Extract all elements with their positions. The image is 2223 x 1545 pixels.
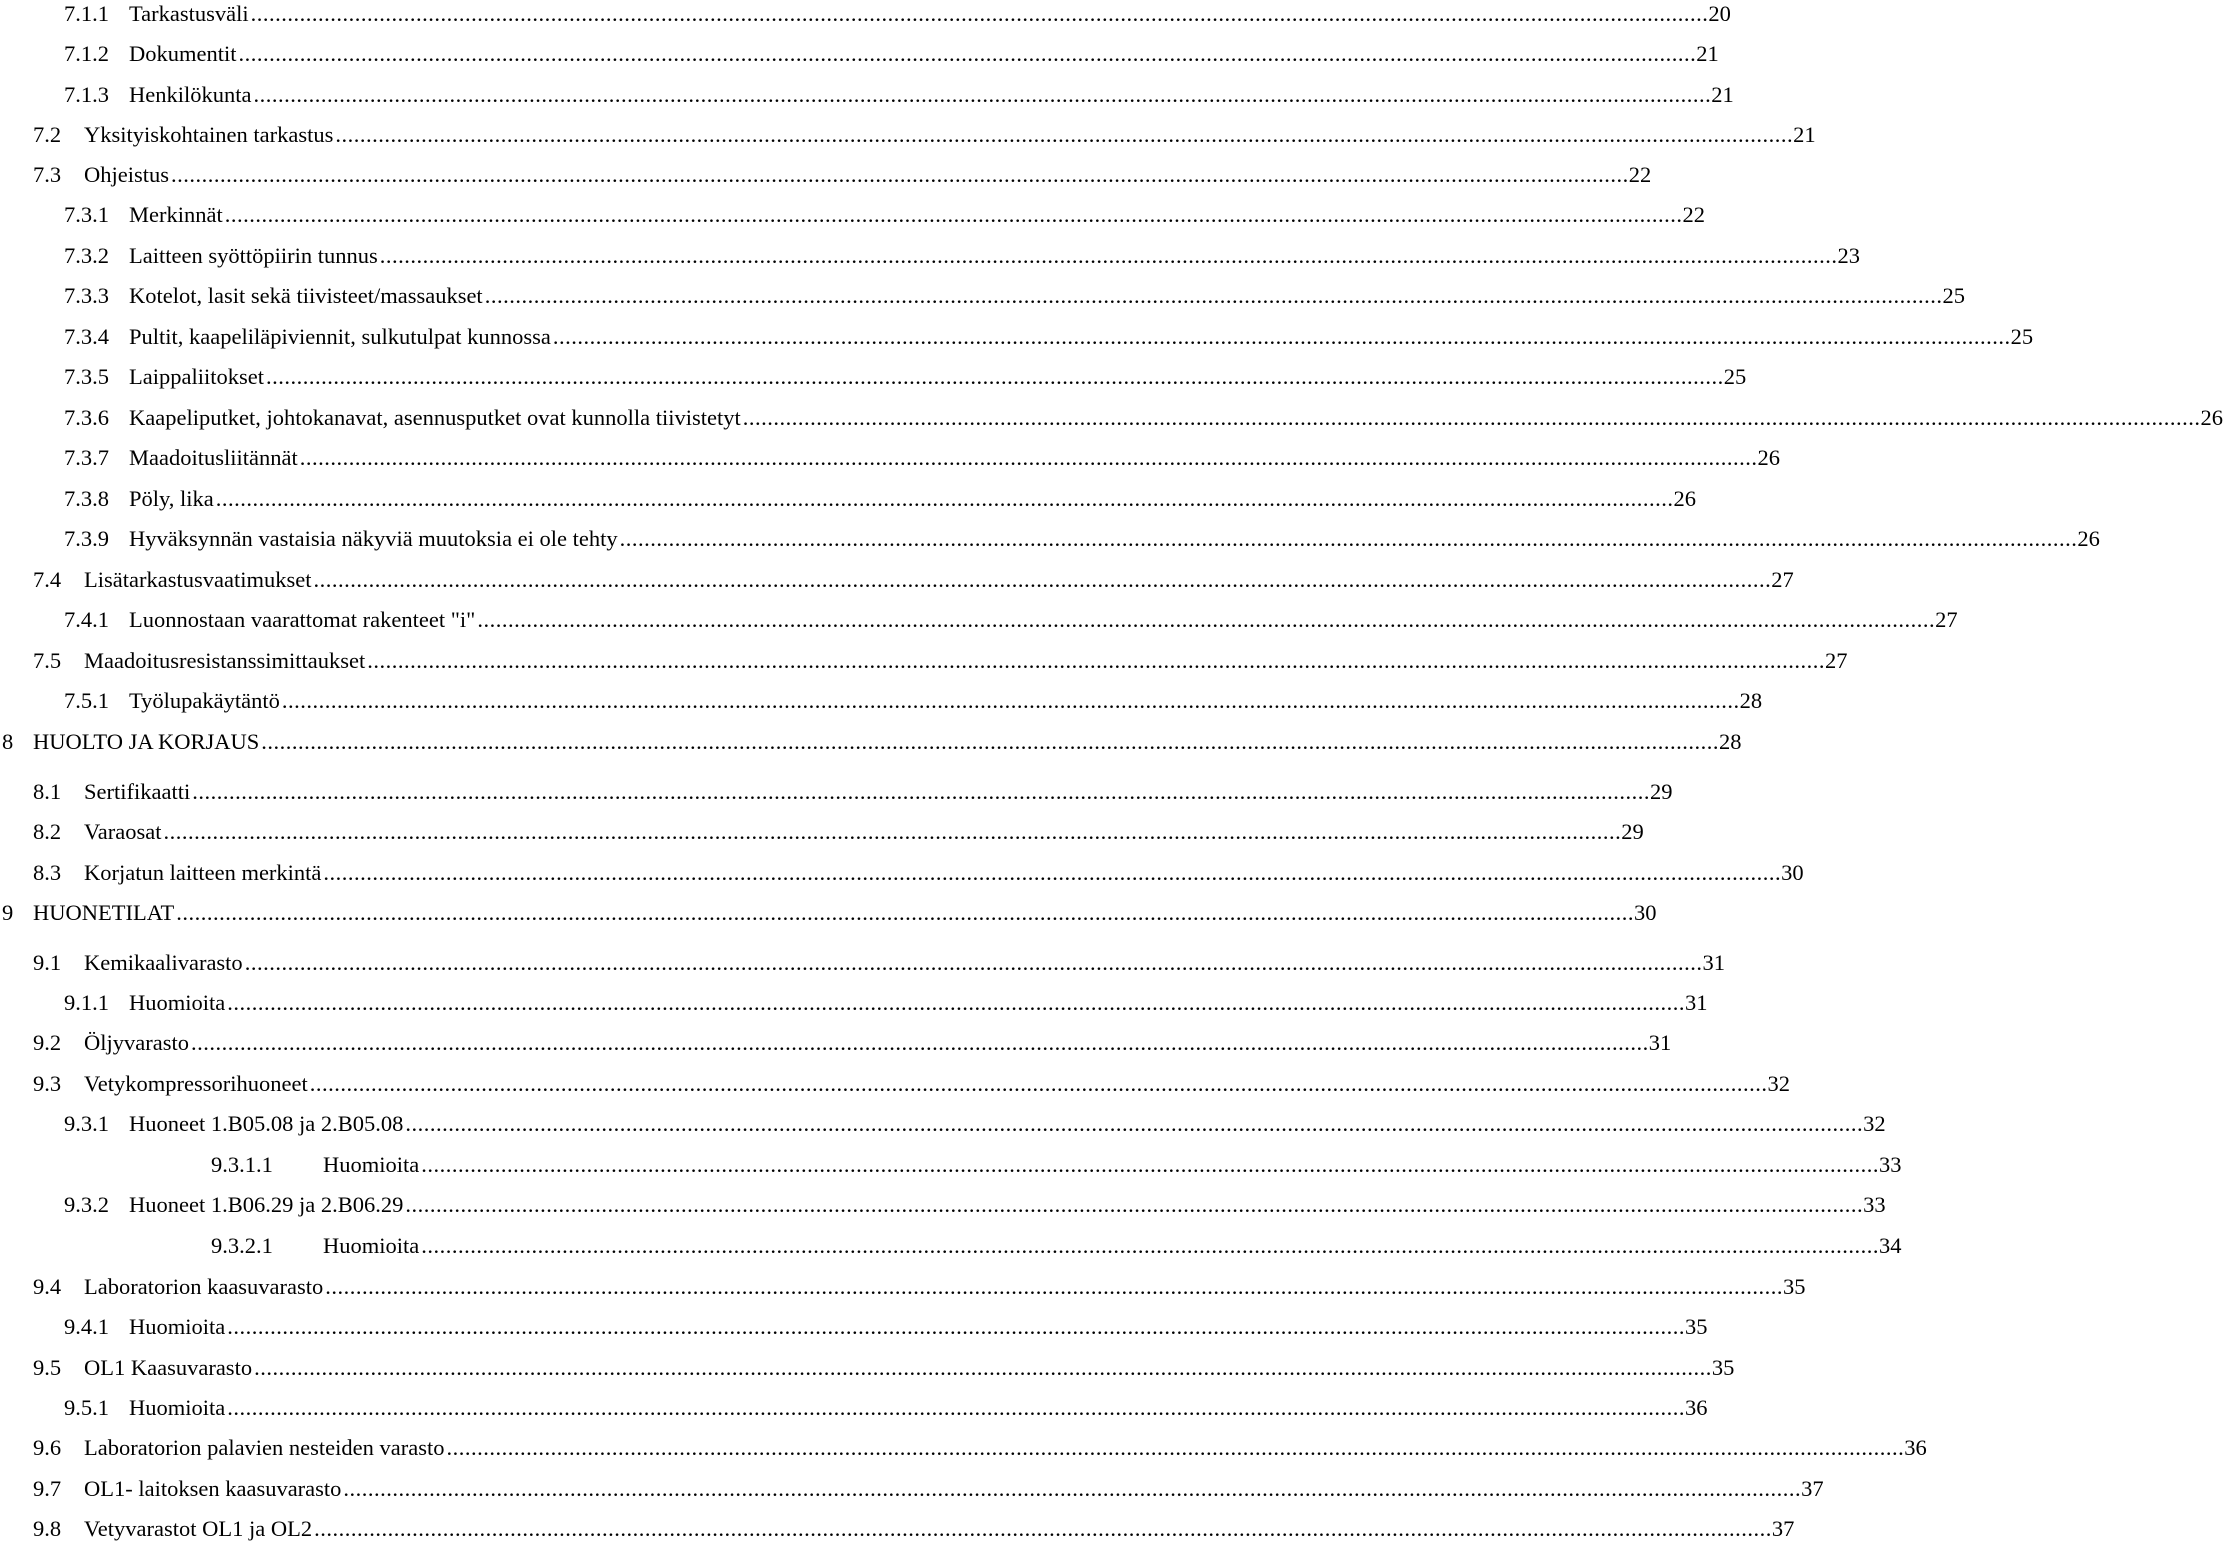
toc-entry[interactable]: [0, 857, 958, 889]
toc-entry[interactable]: [0, 1352, 958, 1384]
entry-number: 9.1.1: [64, 987, 109, 1019]
toc-entry[interactable]: [0, 564, 958, 596]
entry-page-number: 32: [1767, 1068, 1790, 1100]
entry-number: 7.3.7: [64, 442, 109, 474]
dot-leader: ..............................................................................................................................................................................................................................................: [216, 483, 1674, 515]
entry-page-number: 21: [1793, 119, 1816, 151]
entry-number: 9.5.1: [64, 1392, 109, 1424]
entry-page-number: 31: [1702, 947, 1725, 979]
toc-entry[interactable]: [0, 483, 958, 515]
entry-page-number: 30: [1634, 897, 1657, 929]
toc-entry[interactable]: [0, 1230, 958, 1262]
entry-title: Luonnostaan vaarattomat rakenteet "i": [129, 604, 477, 636]
entry-number: 7.1.2: [64, 38, 109, 70]
entry-page-number: 28: [1719, 726, 1742, 758]
entry-page-number: 26: [1674, 483, 1697, 515]
entry-title: Huoneet 1.B06.29 ja 2.B06.29: [129, 1189, 405, 1221]
entry-title: Korjatun laitteen merkintä: [84, 857, 323, 889]
dot-leader: ..............................................................................................................................................................................................................................................: [163, 816, 1621, 848]
entry-number: 7.2: [33, 119, 61, 151]
entry-number: 9.3: [33, 1068, 61, 1100]
toc-entry[interactable]: [0, 816, 958, 848]
dot-leader: ..............................................................................................................................................................................................................................................: [253, 79, 1711, 111]
toc-entry[interactable]: [0, 1392, 958, 1424]
toc-entry[interactable]: [0, 897, 958, 929]
toc-entry[interactable]: [0, 604, 958, 636]
toc-entry[interactable]: [0, 685, 958, 717]
entry-page-number: 33: [1879, 1149, 1902, 1181]
toc-entry[interactable]: [0, 1311, 958, 1343]
entry-title: Huoneet 1.B05.08 ja 2.B05.08: [129, 1108, 405, 1140]
entry-number: 7.3.5: [64, 361, 109, 393]
dot-leader: ..............................................................................................................................................................................................................................................: [266, 361, 1724, 393]
entry-page-number: 31: [1685, 987, 1708, 1019]
entry-page-number: 32: [1863, 1108, 1886, 1140]
entry-title: Laboratorion kaasuvarasto: [84, 1271, 325, 1303]
entry-title: Huomioita: [129, 1392, 227, 1424]
dot-leader: ..............................................................................................................................................................................................................................................: [314, 1513, 1772, 1545]
entry-title: HUONETILAT: [33, 897, 176, 929]
entry-number: 9.2: [33, 1027, 61, 1059]
entry-page-number: 35: [1783, 1271, 1806, 1303]
entry-page-number: 21: [1696, 38, 1719, 70]
entry-number: 9.5: [33, 1352, 61, 1384]
entry-number: 9.3.1.1: [211, 1149, 273, 1181]
dot-leader: ..............................................................................................................................................................................................................................................: [405, 1189, 1863, 1221]
toc-entry[interactable]: [0, 523, 958, 555]
dot-leader: ..............................................................................................................................................................................................................................................: [282, 685, 1740, 717]
entry-title: Kotelot, lasit sekä tiivisteet/massaukset: [129, 280, 485, 312]
entry-number: 7.1.1: [64, 0, 109, 30]
dot-leader: ..............................................................................................................................................................................................................................................: [380, 240, 1838, 272]
toc-entry[interactable]: [0, 726, 958, 758]
toc-entry[interactable]: [0, 159, 958, 191]
entry-number: 9.8: [33, 1513, 61, 1545]
toc-entry[interactable]: [0, 321, 958, 353]
toc-entry[interactable]: [0, 1027, 958, 1059]
entry-number: 9.3.2.1: [211, 1230, 273, 1262]
dot-leader: ..............................................................................................................................................................................................................................................: [477, 604, 1935, 636]
entry-title: Vetykompressorihuoneet: [84, 1068, 310, 1100]
toc-entry[interactable]: [0, 199, 958, 231]
entry-page-number: 36: [1904, 1432, 1927, 1464]
dot-leader: ..............................................................................................................................................................................................................................................: [227, 1392, 1685, 1424]
entry-page-number: 35: [1685, 1311, 1708, 1343]
entry-page-number: 28: [1740, 685, 1763, 717]
entry-title: Laitteen syöttöpiirin tunnus: [129, 240, 380, 272]
entry-number: 7.4: [33, 564, 61, 596]
entry-title: Öljyvarasto: [84, 1027, 191, 1059]
entry-page-number: 37: [1801, 1473, 1824, 1505]
entry-page-number: 26: [2077, 523, 2100, 555]
dot-leader: ..............................................................................................................................................................................................................................................: [192, 776, 1650, 808]
entry-number: 7.3.3: [64, 280, 109, 312]
dot-leader: ..............................................................................................................................................................................................................................................: [310, 1068, 1768, 1100]
toc-entry[interactable]: [0, 0, 958, 30]
entry-title: Pultit, kaapeliläpiviennit, sulkutulpat kunnossa: [129, 321, 553, 353]
toc-entry[interactable]: [0, 987, 958, 1019]
entry-title: Maadoitusliitännät: [129, 442, 300, 474]
entry-number: 9.1: [33, 947, 61, 979]
dot-leader: ..............................................................................................................................................................................................................................................: [405, 1108, 1863, 1140]
dot-leader: ..............................................................................................................................................................................................................................................: [227, 987, 1685, 1019]
dot-leader: ..............................................................................................................................................................................................................................................: [251, 0, 1709, 30]
entry-number: 9.4: [33, 1271, 61, 1303]
table-of-contents: [0, 0, 960, 1544]
entry-title: Kemikaalivarasto: [84, 947, 245, 979]
entry-title: Laboratorion palavien nesteiden varasto: [84, 1432, 446, 1464]
toc-entry[interactable]: [0, 947, 958, 979]
entry-title: Laippaliitokset: [129, 361, 266, 393]
toc-entry[interactable]: [0, 645, 958, 677]
toc-entry[interactable]: [0, 1513, 958, 1545]
dot-leader: ..............................................................................................................................................................................................................................................: [300, 442, 1758, 474]
entry-page-number: 31: [1649, 1027, 1672, 1059]
entry-number: 9.4.1: [64, 1311, 109, 1343]
entry-page-number: 37: [1772, 1513, 1795, 1545]
entry-page-number: 20: [1708, 0, 1731, 30]
dot-leader: ..............................................................................................................................................................................................................................................: [325, 1271, 1783, 1303]
dot-leader: ..............................................................................................................................................................................................................................................: [343, 1473, 1801, 1505]
entry-title: HUOLTO JA KORJAUS: [33, 726, 261, 758]
toc-entry[interactable]: [0, 119, 958, 151]
entry-page-number: 22: [1629, 159, 1652, 191]
toc-entry[interactable]: [0, 1189, 958, 1221]
entry-title: Merkinnät: [129, 199, 225, 231]
toc-entry[interactable]: [0, 776, 958, 808]
entry-number: 7.3.9: [64, 523, 109, 555]
toc-entry[interactable]: [0, 1108, 958, 1140]
entry-number: 9: [2, 897, 13, 929]
toc-entry[interactable]: [0, 280, 958, 312]
entry-page-number: 29: [1650, 776, 1673, 808]
dot-leader: ..............................................................................................................................................................................................................................................: [485, 280, 1943, 312]
entry-page-number: 27: [1825, 645, 1848, 677]
entry-number: 7.3: [33, 159, 61, 191]
entry-page-number: 21: [1711, 79, 1734, 111]
dot-leader: ..............................................................................................................................................................................................................................................: [261, 726, 1719, 758]
dot-leader: ..............................................................................................................................................................................................................................................: [446, 1432, 1904, 1464]
toc-entry[interactable]: [0, 38, 958, 70]
entry-page-number: 34: [1879, 1230, 1902, 1262]
entry-page-number: 27: [1771, 564, 1794, 596]
entry-number: 7.1.3: [64, 79, 109, 111]
entry-number: 8.2: [33, 816, 61, 848]
dot-leader: ..............................................................................................................................................................................................................................................: [553, 321, 2011, 353]
entry-page-number: 26: [2201, 402, 2223, 434]
dot-leader: ..............................................................................................................................................................................................................................................: [313, 564, 1771, 596]
entry-page-number: 26: [1757, 442, 1780, 474]
entry-number: 7.3.4: [64, 321, 109, 353]
dot-leader: ..............................................................................................................................................................................................................................................: [171, 159, 1629, 191]
entry-title: Lisätarkastusvaatimukset: [84, 564, 313, 596]
dot-leader: ..............................................................................................................................................................................................................................................: [254, 1352, 1712, 1384]
entry-title: Varaosat: [84, 816, 163, 848]
dot-leader: ..............................................................................................................................................................................................................................................: [191, 1027, 1649, 1059]
dot-leader: ..............................................................................................................................................................................................................................................: [323, 857, 1781, 889]
entry-page-number: 30: [1781, 857, 1804, 889]
entry-title: Maadoitusresistanssimittaukset: [84, 645, 367, 677]
entry-page-number: 25: [2011, 321, 2034, 353]
toc-entry[interactable]: [0, 1271, 958, 1303]
entry-page-number: 35: [1712, 1352, 1735, 1384]
entry-title: Hyväksynnän vastaisia näkyviä muutoksia ei ole tehty: [129, 523, 620, 555]
entry-title: Työlupakäytäntö: [129, 685, 282, 717]
entry-title: Vetyvarastot OL1 ja OL2: [84, 1513, 314, 1545]
entry-number: 8: [2, 726, 13, 758]
entry-page-number: 23: [1837, 240, 1860, 272]
entry-title: Kaapeliputket, johtokanavat, asennusputket ovat kunnolla tiivistetyt: [129, 402, 743, 434]
entry-title: Ohjeistus: [84, 159, 171, 191]
toc-entry[interactable]: [0, 402, 958, 434]
dot-leader: ..............................................................................................................................................................................................................................................: [335, 119, 1793, 151]
toc-entry[interactable]: [0, 79, 958, 111]
entry-page-number: 27: [1935, 604, 1958, 636]
dot-leader: ..............................................................................................................................................................................................................................................: [245, 947, 1703, 979]
entry-page-number: 25: [1942, 280, 1965, 312]
entry-number: 7.3.1: [64, 199, 109, 231]
entry-number: 7.4.1: [64, 604, 109, 636]
entry-number: 9.7: [33, 1473, 61, 1505]
dot-leader: ..............................................................................................................................................................................................................................................: [239, 38, 1697, 70]
entry-title: Huomioita: [129, 1311, 227, 1343]
entry-title: OL1 Kaasuvarasto: [84, 1352, 254, 1384]
toc-entry[interactable]: [0, 1432, 958, 1464]
entry-number: 9.3.1: [64, 1108, 109, 1140]
dot-leader: ..............................................................................................................................................................................................................................................: [176, 897, 1634, 929]
entry-number: 7.3.2: [64, 240, 109, 272]
dot-leader: ..............................................................................................................................................................................................................................................: [743, 402, 2201, 434]
entry-title: Huomioita: [129, 987, 227, 1019]
dot-leader: ..............................................................................................................................................................................................................................................: [620, 523, 2078, 555]
toc-entry[interactable]: [0, 442, 958, 474]
toc-entry[interactable]: [0, 1149, 958, 1181]
entry-number: 7.3.8: [64, 483, 109, 515]
entry-number: 8.3: [33, 857, 61, 889]
entry-page-number: 25: [1724, 361, 1747, 393]
entry-page-number: 29: [1621, 816, 1644, 848]
entry-title: Huomioita: [323, 1149, 421, 1181]
entry-title: Tarkastusväli: [129, 0, 251, 30]
dot-leader: ..............................................................................................................................................................................................................................................: [367, 645, 1825, 677]
entry-number: 8.1: [33, 776, 61, 808]
toc-entry[interactable]: [0, 1473, 958, 1505]
entry-page-number: 36: [1685, 1392, 1708, 1424]
entry-title: Yksityiskohtainen tarkastus: [84, 119, 335, 151]
toc-entry[interactable]: [0, 240, 958, 272]
entry-number: 9.3.2: [64, 1189, 109, 1221]
entry-number: 7.3.6: [64, 402, 109, 434]
entry-page-number: 22: [1682, 199, 1705, 231]
toc-entry[interactable]: [0, 1068, 958, 1100]
dot-leader: ..............................................................................................................................................................................................................................................: [421, 1149, 1879, 1181]
dot-leader: ..............................................................................................................................................................................................................................................: [421, 1230, 1879, 1262]
entry-number: 7.5.1: [64, 685, 109, 717]
entry-title: Sertifikaatti: [84, 776, 192, 808]
entry-number: 7.5: [33, 645, 61, 677]
entry-title: Pöly, lika: [129, 483, 216, 515]
dot-leader: ..............................................................................................................................................................................................................................................: [227, 1311, 1685, 1343]
toc-entry[interactable]: [0, 361, 958, 393]
entry-title: Henkilökunta: [129, 79, 253, 111]
entry-page-number: 33: [1863, 1189, 1886, 1221]
entry-title: OL1- laitoksen kaasuvarasto: [84, 1473, 343, 1505]
entry-title: Huomioita: [323, 1230, 421, 1262]
dot-leader: ..............................................................................................................................................................................................................................................: [225, 199, 1683, 231]
entry-title: Dokumentit: [129, 38, 239, 70]
entry-number: 9.6: [33, 1432, 61, 1464]
